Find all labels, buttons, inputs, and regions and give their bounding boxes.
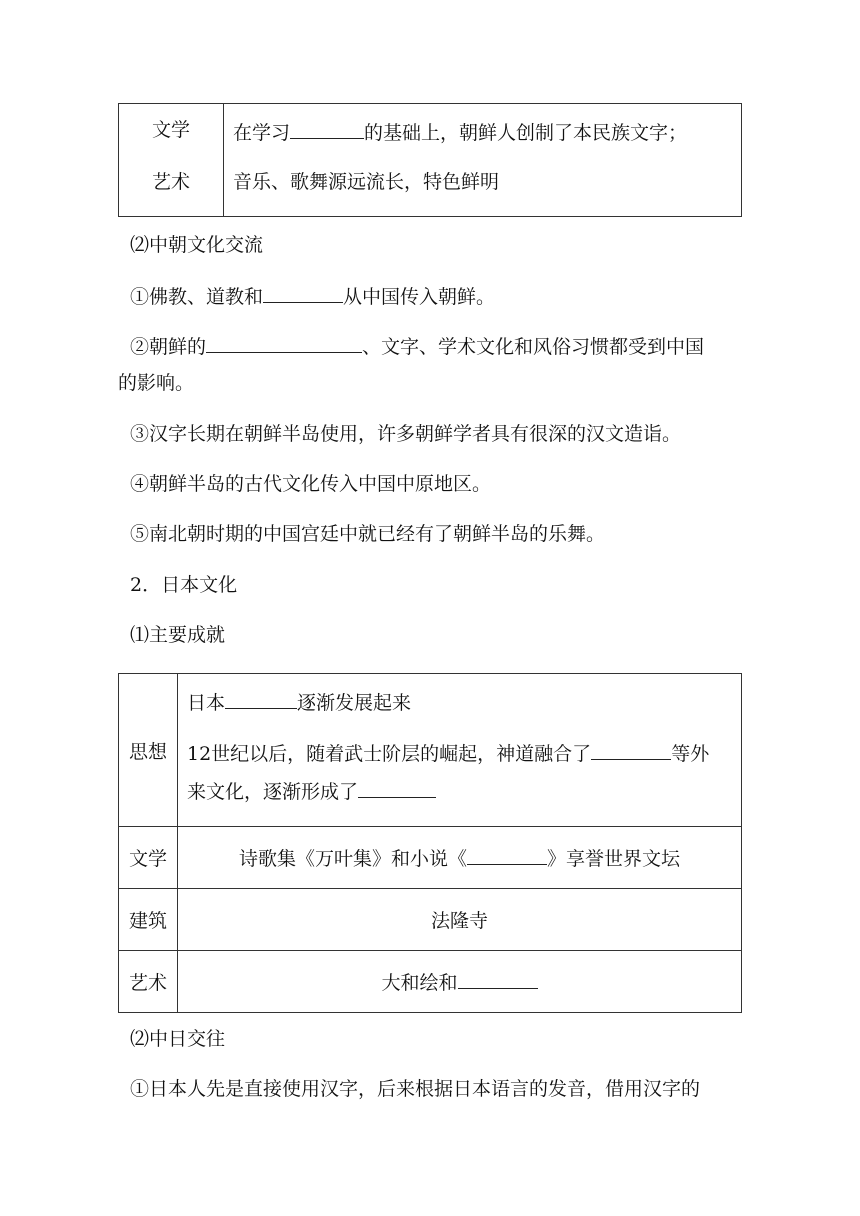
- fill-blank[interactable]: [206, 335, 362, 353]
- table1-line2: 音乐、歌舞源远流长，特色鲜明: [233, 171, 500, 193]
- table2-content-literature: [178, 827, 742, 889]
- exchange-item-2-continued: 的影响。: [118, 372, 195, 394]
- table2-content-architecture: [178, 889, 742, 951]
- fill-blank[interactable]: [263, 285, 343, 303]
- table-japan-achievements: [118, 673, 742, 1013]
- architecture-text: 法隆寺: [430, 910, 488, 932]
- row-label-architecture: 建筑: [128, 910, 167, 932]
- table2-content-art: [178, 951, 742, 1013]
- art-prefix: 大和绘和: [381, 972, 458, 994]
- subheading-main-achievements: ⑴主要成就: [130, 624, 226, 646]
- exchange-item-3: ③汉字长期在朝鲜半岛使用，许多朝鲜学者具有很深的汉文造诣。: [130, 423, 682, 445]
- row-label-literature: 文学: [128, 848, 167, 870]
- thought-line2-suffix: 等外: [671, 743, 710, 765]
- table1-line1-suffix: 的基础上，朝鲜人创制了本民族文字；: [364, 122, 688, 144]
- item1-suffix: 从中国传入朝鲜。: [343, 286, 496, 308]
- fill-blank[interactable]: [290, 121, 364, 139]
- thought-line2: [187, 742, 709, 764]
- fill-blank[interactable]: [467, 847, 547, 865]
- heading-japan-culture: 2．日本文化: [130, 574, 238, 596]
- table1-content-cell: [224, 104, 742, 217]
- table2-content-thought: [178, 674, 742, 827]
- exchange-item-2: [130, 335, 704, 357]
- fill-blank[interactable]: [225, 691, 297, 709]
- exchange-item-1: [130, 285, 495, 307]
- thought-line3: [187, 780, 436, 802]
- item1-prefix: ①佛教、道教和: [130, 286, 264, 308]
- thought-line2-prefix: 12世纪以后，随着武士阶层的崛起，神道融合了: [187, 743, 592, 765]
- table-korea-achievements: [118, 103, 742, 217]
- thought-line1-prefix: 日本: [187, 692, 226, 714]
- item2-prefix: ②朝鲜的: [130, 336, 207, 358]
- thought-line3-prefix: 来文化，逐渐形成了: [187, 781, 359, 803]
- thought-line1-suffix: 逐渐发展起来: [297, 692, 412, 714]
- table1-line1-prefix: 在学习: [233, 122, 291, 144]
- table1-line1: [233, 121, 687, 143]
- heading-china-japan-exchange: ⑵中日交往: [130, 1028, 226, 1050]
- table2-label-art: [119, 951, 178, 1013]
- literature-prefix: 诗歌集《万叶集》和小说《: [238, 848, 467, 870]
- japan-exchange-item-1: ①日本人先是直接使用汉字，后来根据日本语言的发音，借用汉字的: [130, 1078, 701, 1100]
- table2-label-architecture: [119, 889, 178, 951]
- row-label-literature: 文学: [152, 119, 191, 141]
- heading-china-korea-exchange: ⑵中朝文化交流: [130, 234, 264, 256]
- table2-label-literature: [119, 827, 178, 889]
- row-label-art: 艺术: [128, 972, 167, 994]
- fill-blank[interactable]: [358, 780, 436, 798]
- table1-label-cell: [119, 104, 224, 217]
- table2-label-thought: [119, 674, 178, 827]
- row-label-art: 艺术: [152, 171, 191, 193]
- thought-line1: [187, 691, 411, 713]
- exchange-item-5: ⑤南北朝时期的中国宫廷中就已经有了朝鲜半岛的乐舞。: [130, 523, 606, 545]
- exchange-item-4: ④朝鲜半岛的古代文化传入中国中原地区。: [130, 473, 492, 495]
- literature-suffix: 》享誉世界文坛: [547, 848, 681, 870]
- fill-blank[interactable]: [591, 742, 671, 760]
- fill-blank[interactable]: [458, 971, 538, 989]
- row-label-thought: 思想: [128, 740, 167, 763]
- item2-suffix: 、文字、学术文化和风俗习惯都受到中国: [362, 336, 705, 358]
